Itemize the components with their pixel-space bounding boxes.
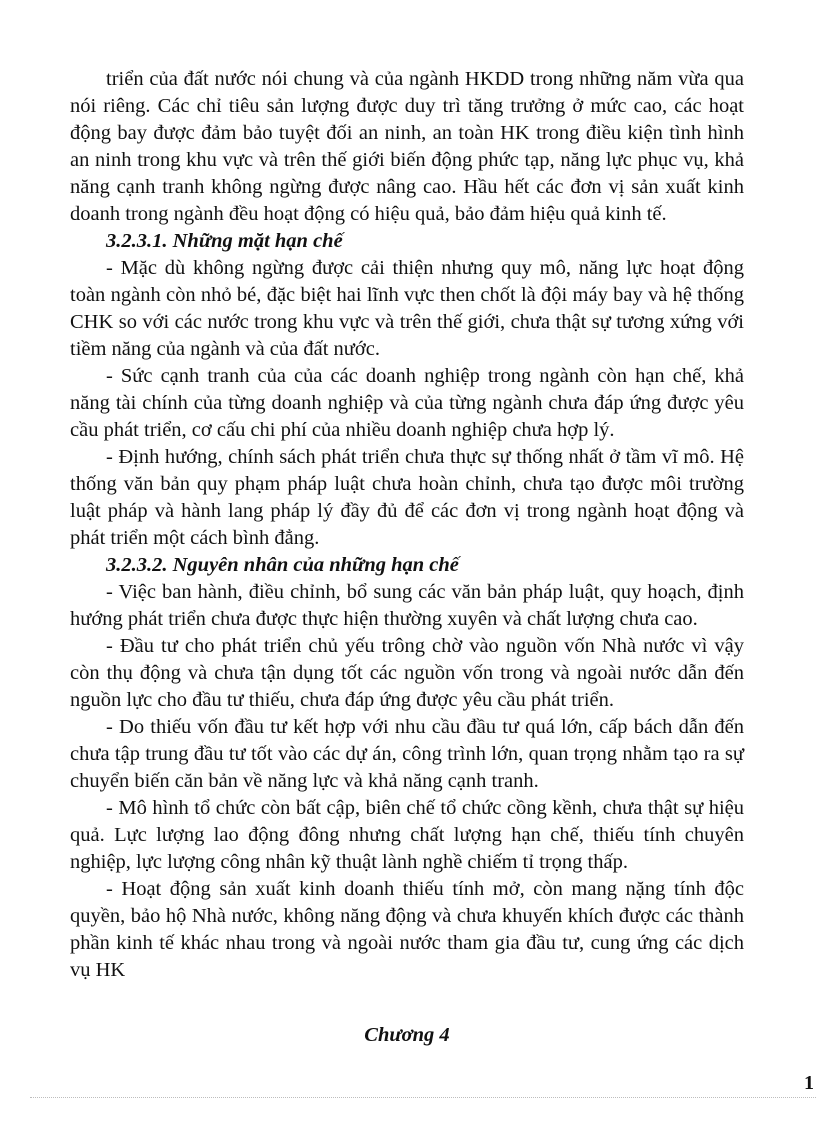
paragraph-cause-business: - Hoạt động sản xuất kinh doanh thiếu tính mở, còn mang nặng tính độc quyền, bảo hộ Nhà nước, không năng động và chưa khuyến khích được các thành phần kinh tế khác nhau trong và ngoài nước tham gia đầu tư, cung ứng các dịch vụ HK [70,878,744,981]
paragraph-cause-capital: - Do thiếu vốn đầu tư kết hợp với nhu cầu đầu tư quá lớn, cấp bách dẫn đến chưa tập trung đầu tư tốt vào các dự án, công trình lớn, quan trọng nhằm tạo ra sự chuyển biến căn bản về năng lực và khả năng cạnh tranh. [70,716,744,792]
document-body [70,66,744,984]
paragraph-limitation-scale: - Mặc dù không ngừng được cải thiện nhưng quy mô, năng lực hoạt động toàn ngành còn nhỏ bé, đặc biệt hai lĩnh vực then chốt là đội máy bay và hệ thống CHK so với các nước trong khu vực và trên thế giới, chưa thật sự tương xứng với tiềm năng của ngành và của đất nước. [70,257,744,360]
page-number: 1 [804,1072,814,1094]
paragraph-limitation-policy: - Định hướng, chính sách phát triển chưa thực sự thống nhất ở tầm vĩ mô. Hệ thống văn bản quy phạm pháp luật chưa hoàn chỉnh, chưa tạo được môi trường luật pháp và hành lang pháp lý đầy đủ để các đơn vị trong ngành hoạt động và phát triển một cách bình đẳng. [70,446,744,549]
section-heading-causes: 3.2.3.2. Nguyên nhân của những hạn chế [106,554,459,576]
paragraph-intro-continuation: triển của đất nước nói chung và của ngành HKDD trong những năm vừa qua nói riêng. Các chỉ tiêu sản lượng được duy trì tăng trưởng ở mức cao, các hoạt động bay được đảm bảo tuyệt đối an ninh, an toàn HK trong điều kiện tình hình an ninh trong khu vực và trên thế giới biến động phức tạp, năng lực phục vụ, khả năng cạnh tranh không ngừng được nâng cao. Hầu hết các đơn vị sản xuất kinh doanh trong ngành đều hoạt động có hiệu quả, bảo đảm hiệu quả kinh tế. [70,68,744,225]
page-bottom-divider [30,1097,816,1098]
paragraph-cause-investment: - Đầu tư cho phát triển chủ yếu trông chờ vào nguồn vốn Nhà nước vì vậy còn thụ động và chưa tận dụng tốt các nguồn vốn trong và ngoài nước dẫn đến nguồn lực cho đầu tư thiếu, chưa đáp ứng được yêu cầu phát triển. [70,635,744,711]
chapter-heading: Chương 4 [364,1024,450,1046]
paragraph-limitation-competitiveness: - Sức cạnh tranh của của các doanh nghiệp trong ngành còn hạn chế, khả năng tài chính của từng doanh nghiệp và của từng ngành chưa đáp ứng được yêu cầu phát triển, cơ cấu chi phí của nhiều doanh nghiệp chưa hợp lý. [70,365,744,441]
paragraph-cause-legal: - Việc ban hành, điều chỉnh, bổ sung các văn bản pháp luật, quy hoạch, định hướng phát triển chưa được thực hiện thường xuyên và chất lượng chưa cao. [70,581,744,630]
section-heading-limitations: 3.2.3.1. Những mặt hạn chế [106,230,343,252]
paragraph-cause-organization: - Mô hình tổ chức còn bất cập, biên chế tổ chức cồng kềnh, chưa thật sự hiệu quả. Lực lượng lao động đông nhưng chất lượng hạn chế, thiếu tính chuyên nghiệp, lực lượng công nhân kỹ thuật lành nghề chiếm tỉ trọng thấp. [70,797,744,873]
